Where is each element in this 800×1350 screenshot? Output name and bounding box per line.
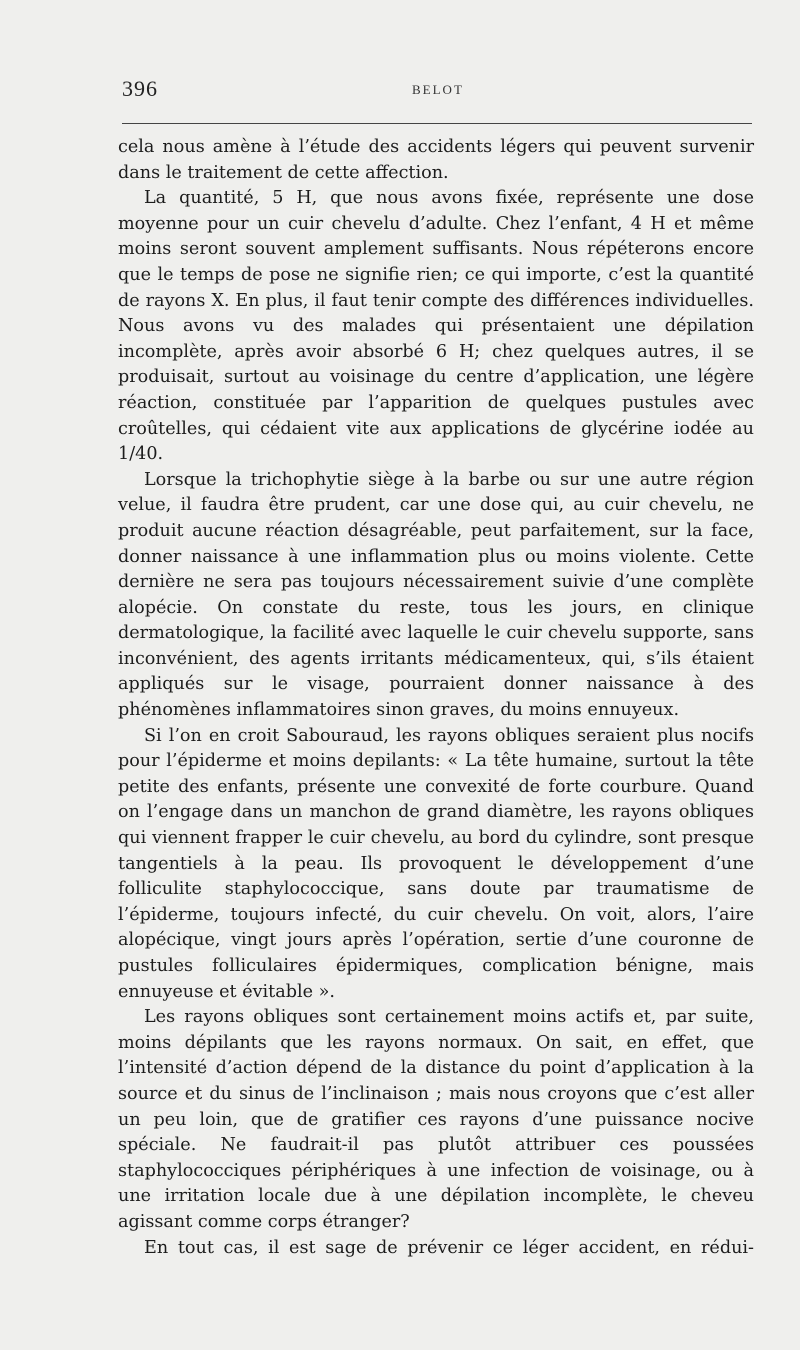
paragraph: La quantité, 5 H, que nous avons fixée, représente une dose moyenne pour un cuir chevelu d’adulte. Chez l’enfant, 4 H et même moins seront souvent amplement suffisants. Nous répéterons encore que le temps de pose ne signifie rien; ce qui importe, c’est la quantité de rayons X. En plus, il faut tenir compte des différences individuelles. Nous avons vu des malades qui présentaient une dépilation incomplète, après avoir absorbé 6 H; chez quelques autres, il se produisait, surtout au voisinage du centre d’application, une légère réaction, constituée par l’apparition de quelques pustules avec croûtelles, qui cédaient vite aux applications de glycérine iodée au 1/40. (118, 188, 754, 465)
running-title: BELOT (412, 82, 464, 97)
paragraph-continues: En tout cas, il est sage de prévenir ce léger accident, en rédui- (144, 1237, 754, 1258)
paragraph: Lorsque la trichophytie siège à la barbe ou sur une autre région velue, il faudra être prudent, car une dose qui, au cuir chevelu, ne produit aucune réaction désagréable, peut parfaitement, sur la face, donner naissance à une inflammation plus ou moins violente. Cette dernière ne sera pas toujours nécessairement suivie d’une complète alopécie. On constate du reste, tous les jours, en clinique dermatologique, la facilité avec laquelle le cuir chevelu supporte, sans inconvénient, des agents irritants médicamenteux, qui, s’ils étaient appliqués sur le visage, pourraient donner naissance à des phénomènes inflammatoires sinon graves, du moins ennuyeux. (118, 469, 754, 721)
paragraph: Les rayons obliques sont certainement moins actifs et, par suite, moins dépilants que les rayons normaux. On sait, en effet, que l’intensité d’action dépend de la distance du point d’application à la source et du sinus de l’inclinaison ; mais nous croyons que c’est aller un peu loin, que de gratifier ces rayons d’une puissance nocive spéciale. Ne faudrait-il pas plutôt attribuer ces poussées staphylococciques périphériques à une infection de voisinage, ou à une irritation locale due à une dépilation incomplète, le cheveu agissant comme corps étranger? (118, 1007, 754, 1232)
page-number: 396 (122, 76, 158, 101)
header-rule (122, 123, 752, 124)
paragraph: Si l’on en croit Sabouraud, les rayons obliques seraient plus nocifs pour l’épiderme et moins depilants: « La tête humaine, surtout la tête petite des enfants, présente une convexité de forte courbure. Quand on l’engage dans un manchon de grand diamètre, les rayons obliques qui viennent frapper le cuir chevelu, au bord du cylindre, sont presque tangentiels à la peau. Ils provoquent le développement d’une folliculite staphylococcique, sans doute par traumatisme de l’épiderme, toujours infecté, du cuir chevelu. On voit, alors, l’aire alopécique, vingt jours après l’opération, sertie d’une couronne de pustules folliculaires épidermiques, complication bénigne, mais ennuyeuse et évitable ». (118, 725, 754, 1002)
running-header (122, 76, 752, 106)
paragraph-continuation: cela nous amène à l’étude des accidents légers qui peuvent survenir dans le traitement de cette affection. (118, 137, 754, 183)
body-text (118, 135, 754, 1261)
